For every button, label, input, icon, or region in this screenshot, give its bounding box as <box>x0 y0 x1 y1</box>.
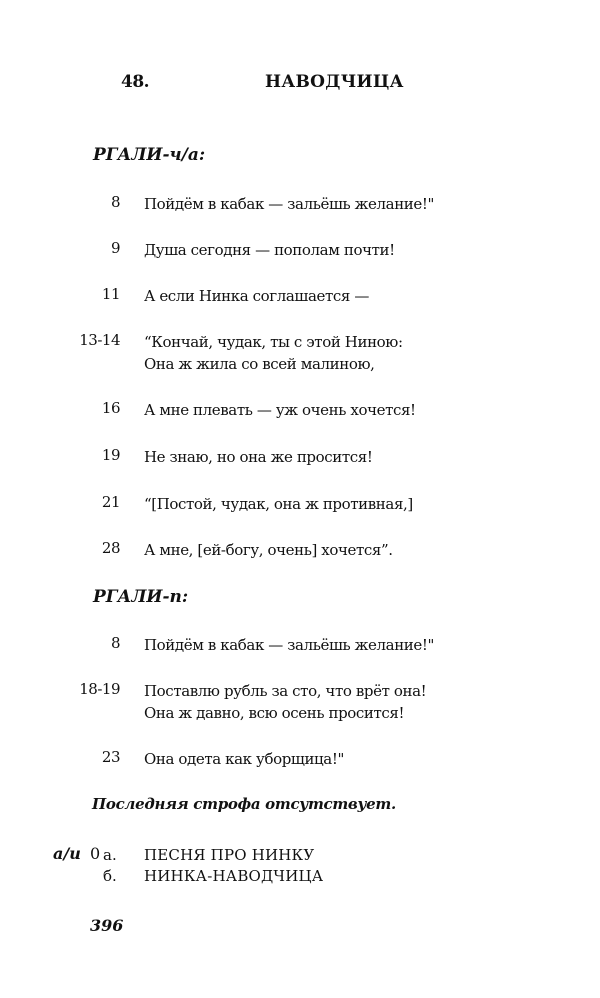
song-number: 48. <box>121 72 150 92</box>
source-heading-rgali-p: РГАЛИ-п: <box>93 587 189 607</box>
line-number: 18-19 <box>79 680 120 698</box>
title-variant: НИНКА-НАВОДЧИЦА <box>144 867 324 885</box>
line-text: Она одета как уборщица!" <box>144 750 344 768</box>
line-text: Душа сегодня — пополам почти! <box>144 241 395 259</box>
page-number: 396 <box>90 916 124 935</box>
line-number: 11 <box>101 285 120 303</box>
line-number: 8 <box>110 634 120 652</box>
line-text: “[Постой, чудак, она ж противная,] <box>144 495 413 513</box>
song-title: НАВОДЧИЦА <box>265 72 404 92</box>
title-variant-key: б. <box>103 867 117 885</box>
editorial-note: Последняя строфа отсутствует. <box>92 795 396 813</box>
line-text: А если Нинка соглашается — <box>144 287 369 305</box>
line-text: Не знаю, но она же просится! <box>144 448 373 466</box>
line-number: 8 <box>110 193 120 211</box>
title-variant: ПЕСНЯ ПРО НИНКУ <box>144 846 315 864</box>
title-variants-number: 0 <box>90 844 101 863</box>
line-number: 16 <box>101 399 120 417</box>
line-text: “Кончай, чудак, ты с этой Ниною: Она ж жила со всей малиною, <box>144 333 403 373</box>
line-text: Поставлю рубль за сто, что врёт она! Она ж давно, всю осень просится! <box>144 682 427 722</box>
line-text: А мне плевать — уж очень хочется! <box>144 401 416 419</box>
title-variant-key: а. <box>103 846 117 864</box>
line-number: 13-14 <box>79 331 120 349</box>
title-variants-label: а/и <box>53 844 81 863</box>
line-number: 23 <box>101 748 120 766</box>
line-text: Пойдём в кабак — зальёшь желание!" <box>144 195 434 213</box>
line-text: Пойдём в кабак — зальёшь желание!" <box>144 636 434 654</box>
line-number: 21 <box>101 493 120 511</box>
line-number: 9 <box>110 239 120 257</box>
line-number: 28 <box>101 539 120 557</box>
line-number: 19 <box>101 446 120 464</box>
line-text: А мне, [ей-богу, очень] хочется”. <box>144 541 393 559</box>
source-heading-rgali-cha: РГАЛИ-ч/а: <box>93 145 206 165</box>
